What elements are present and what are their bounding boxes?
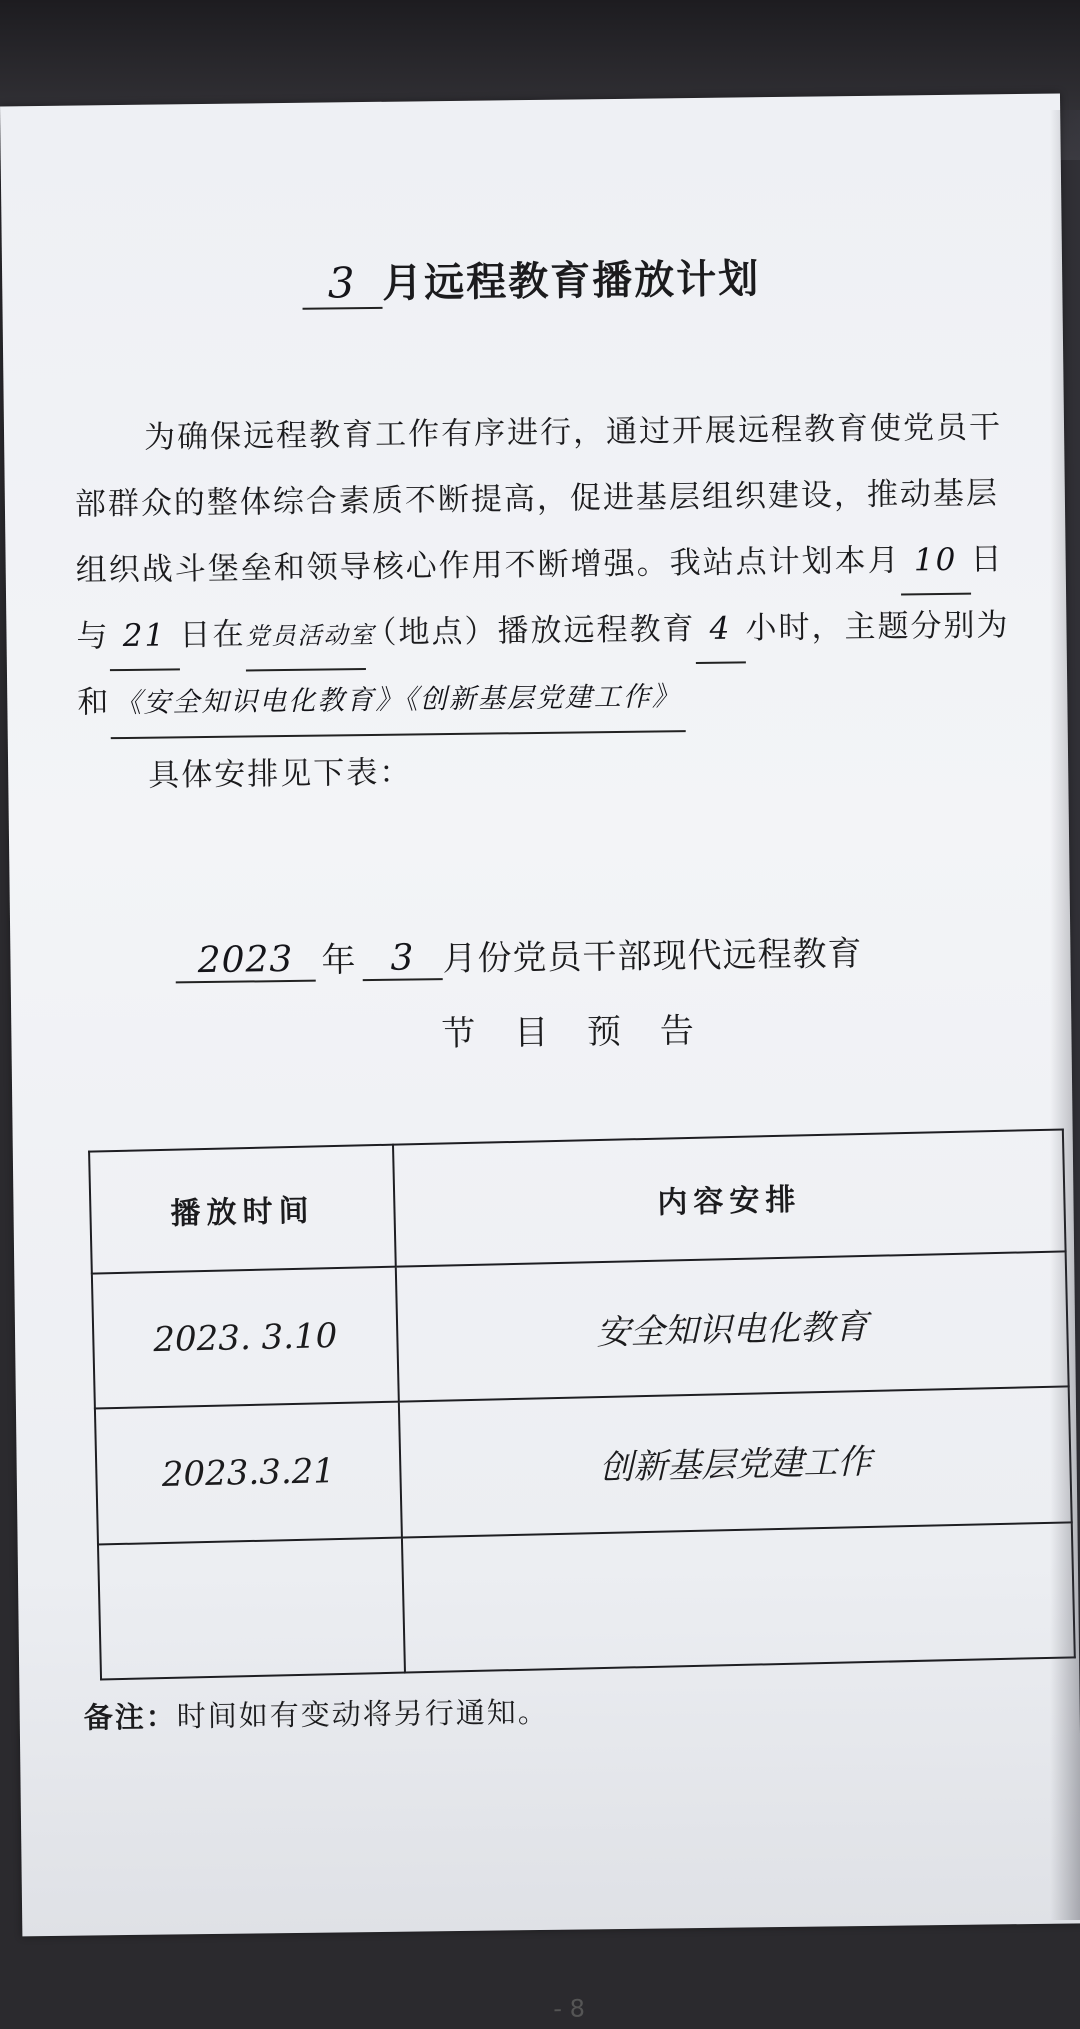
intro-line-4-text-a: 日在 xyxy=(179,616,246,654)
title-month-blank: 3 xyxy=(302,258,383,310)
intro-line-5 xyxy=(77,662,685,739)
intro-line-5-prefix: 和 xyxy=(77,684,111,721)
date2-blank: 21 xyxy=(109,602,180,671)
header-content: 内容安排 xyxy=(393,1129,1066,1266)
remark-note xyxy=(83,1690,548,1737)
table-header-row xyxy=(89,1129,1066,1273)
cell-content: 安全知识电化教育 xyxy=(396,1251,1069,1401)
year-label: 年 xyxy=(321,940,357,981)
title-text: 月远程教育播放计划 xyxy=(381,256,761,307)
month-blank: 3 xyxy=(362,937,443,981)
intro-line-3-text: 组织战斗堡垒和领导核心作用不断增强。我站点计划本月 xyxy=(75,542,901,589)
intro-line-4-text-c: 小时，主题分别为 xyxy=(745,607,1010,647)
intro-line-6: 具体安排见下表： xyxy=(148,754,413,794)
remark-text: 时间如有变动将另行通知。 xyxy=(176,1694,549,1734)
intro-line-2: 部群众的整体综合素质不断提高，促进基层组织建设，推动基层 xyxy=(74,475,1000,523)
year-blank: 2023 xyxy=(175,939,316,984)
header-time: 播放时间 xyxy=(89,1145,396,1274)
schedule-table xyxy=(88,1128,1076,1680)
cell-time: 2023.3.21 xyxy=(95,1402,402,1544)
intro-line-4 xyxy=(76,592,1010,673)
topics-blank: 《安全知识电化教育》《创新基层党建工作》 xyxy=(110,664,685,739)
cell-time: 2023. 3.10 xyxy=(92,1267,399,1409)
schedule-heading xyxy=(175,924,996,983)
page-edge-shadow xyxy=(1050,110,1080,1920)
cell-time xyxy=(98,1537,405,1679)
month-label: 月份党员干部现代远程教育 xyxy=(442,934,863,980)
table-row xyxy=(92,1251,1069,1408)
date1-blank: 10 xyxy=(900,527,971,596)
page-number: - 8 xyxy=(553,1994,586,2023)
cell-content: 创新基层党建工作 xyxy=(399,1387,1072,1537)
location-blank: 党员活动室 xyxy=(245,602,366,671)
intro-line-4-text-b: （地点）播放远程教育 xyxy=(365,611,696,652)
cell-content xyxy=(402,1522,1075,1673)
table-row xyxy=(98,1522,1075,1679)
document-title xyxy=(302,246,863,310)
intro-paragraph xyxy=(74,394,1039,826)
hours-blank: 4 xyxy=(695,595,746,664)
schedule-heading-line-2: 节 目 预 告 xyxy=(441,1010,709,1055)
table-row xyxy=(95,1387,1072,1544)
paper-sheet xyxy=(0,94,1080,2023)
intro-line-4-prefix: 与 xyxy=(76,618,110,655)
intro-line-1: 为确保远程教育工作有序进行，通过开展远程教育使党员干 xyxy=(143,409,1003,456)
intro-line-3-suffix: 日 xyxy=(970,541,1004,578)
remark-label: 备注： xyxy=(83,1699,177,1735)
